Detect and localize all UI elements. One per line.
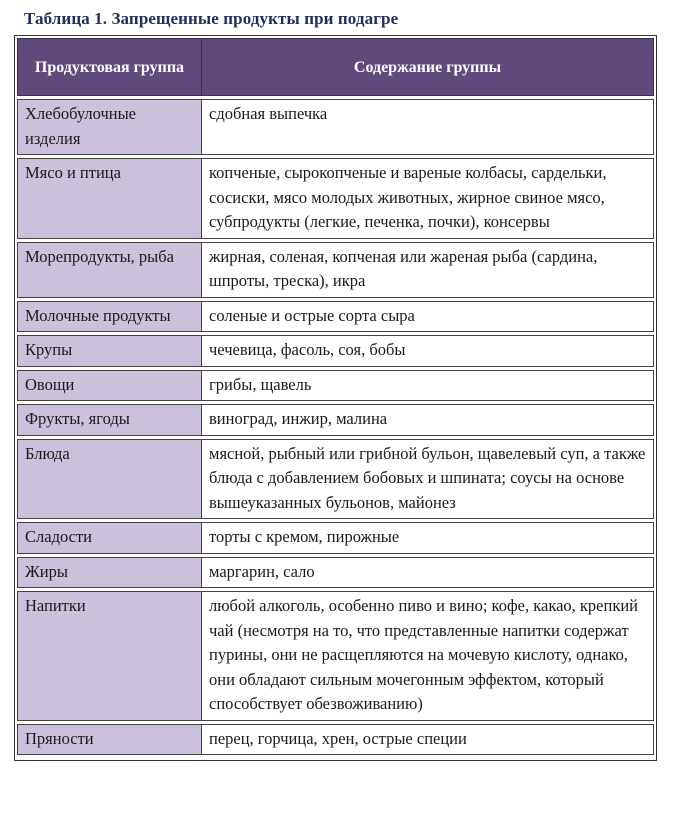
row-content-vegetables: грибы, щавель [201,370,654,402]
row-content-spices: перец, горчица, хрен, острые специи [201,724,654,756]
table-row [17,370,654,402]
row-group-fats: Жиры [17,557,201,589]
row-group-grains: Крупы [17,335,201,367]
table-row [17,557,654,589]
table-row [17,591,654,721]
row-content-seafood: жирная, соленая, копченая или жареная рыба (сардина, шпроты, треска), икра [201,242,654,298]
forbidden-products-table [17,35,654,758]
row-group-drinks: Напитки [17,591,201,721]
header-group-content: Содержание группы [201,38,654,96]
table-row [17,439,654,520]
row-content-grains: чечевица, фасоль, соя, бобы [201,335,654,367]
row-content-dishes: мясной, рыбный или грибной бульон, щавелевый суп, а также блюда с добавлением бобовых и шпината; соусы на основе вышеуказанных бульонов, майонез [201,439,654,520]
row-group-vegetables: Овощи [17,370,201,402]
row-content-drinks: любой алкоголь, особенно пиво и вино; кофе, какао, крепкий чай (несмотря на то, что представленные напитки содержат пурины, они не расщепляются на мочевую кислоту, однако, они обладают сильным мочегонным эффектом, который способствует обезвоживанию) [201,591,654,721]
table-row [17,404,654,436]
row-group-dishes: Блюда [17,439,201,520]
row-content-dairy: соленые и острые сорта сыра [201,301,654,333]
table-row [17,301,654,333]
row-group-spices: Пряности [17,724,201,756]
row-content-bakery: сдобная выпечка [201,99,654,155]
table-header-row [17,38,654,96]
row-content-meat: копченые, сырокопченые и вареные колбасы, сардельки, сосиски, мясо молодых животных, жирное свиное мясо, субпродукты (легкие, печенка, почки), консервы [201,158,654,239]
row-content-fruits: виноград, инжир, малина [201,404,654,436]
row-group-bakery: Хлебобулочные изделия [17,99,201,155]
table-row [17,724,654,756]
row-group-sweets: Сладости [17,522,201,554]
row-group-dairy: Молочные продукты [17,301,201,333]
table-row [17,99,654,155]
table-row [17,158,654,239]
row-group-fruits: Фрукты, ягоды [17,404,201,436]
row-group-seafood: Морепродукты, рыба [17,242,201,298]
row-content-fats: маргарин, сало [201,557,654,589]
row-group-meat: Мясо и птица [17,158,201,239]
products-table [14,35,657,761]
header-product-group: Продуктовая группа [17,38,201,96]
table-caption: Таблица 1. Запрещенные продукты при подагре [24,9,399,28]
table-row [17,335,654,367]
table-row [17,522,654,554]
row-content-sweets: торты с кремом, пирожные [201,522,654,554]
table-row [17,242,654,298]
